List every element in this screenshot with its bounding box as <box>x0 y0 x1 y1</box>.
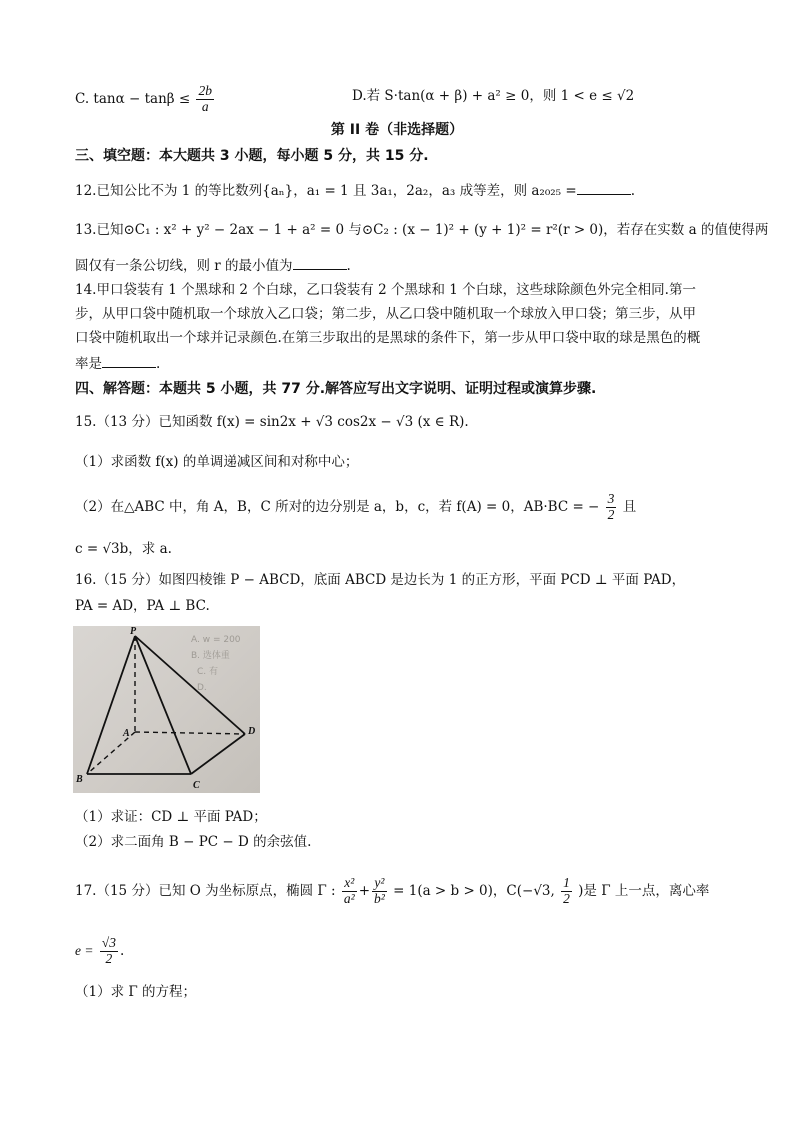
edge-pc <box>135 636 191 774</box>
fraction-denominator: a <box>201 98 209 114</box>
q15-part2-text: （2）在△ABC 中，角 A，B，C 所对的边分别是 a，b，c，若 f(A) = 0，AB·BC = − <box>75 498 600 515</box>
vertex-label-d: D <box>248 726 256 737</box>
vertex-label-b: B <box>76 774 83 785</box>
q15-part2 <box>75 492 636 523</box>
ghost-text: B. 选体重 <box>191 651 230 661</box>
ghost-text: D. <box>197 683 207 693</box>
q17-stem: 17.（15 分）已知 O 为坐标原点，椭圆 Γ : $\frac{\text{x²}}{\text{a²}}$ + $\frac{\text{y²}}{\text{b²}}$ = 1(a > b > 0)，C(−√3, $\frac{1}{2}$ )是 Γ 上一点，离心率 <box>75 875 710 906</box>
q11-option-c <box>75 84 216 115</box>
q14-line1: 14.甲口袋装有 1 个黑球和 2 个白球，乙口袋装有 2 个黑球和 1 个白球，这些球除颜色外完全相同.第一 <box>75 282 696 298</box>
fraction-numerator: 3 <box>607 491 615 506</box>
vertex-label-p: P <box>130 626 137 637</box>
pyramid-diagram <box>73 626 260 793</box>
q15-stem: 15.（13 分）已知函数 f(x) = sin2x + √3 cos2x − √3 (x ∈ R). <box>75 414 469 430</box>
q13-answer-blank <box>293 255 347 270</box>
q11-option-c-text: C. tanα − tanβ ≤ <box>75 90 191 107</box>
q17-c-fraction <box>561 876 572 907</box>
q14-line4: 率是 . <box>75 353 160 374</box>
q17-stem-mid: = 1(a > b > 0)，C(−√3, <box>393 882 555 899</box>
q17-stem-text: 17.（15 分）已知 O 为坐标原点，椭圆 Γ : <box>75 882 336 899</box>
edge-ad <box>135 732 245 734</box>
q14-text: 率是 <box>75 356 102 372</box>
fraction-numerator: √3 <box>101 935 116 950</box>
q12-text: 12.已知公比不为 1 的等比数列{aₙ}，a₁ = 1 且 3a₁，2a₂，a₃ 成等差，则 a₂₀₂₅ = <box>75 183 577 199</box>
section4-title: 四、解答题：本题共 5 小题，共 77 分.解答应写出文字说明、证明过程或演算步骤. <box>75 381 597 397</box>
q14-line2: 步，从甲口袋中随机取一个球放入乙口袋；第二步，从乙口袋中随机取一个球放入甲口袋；第三步，从甲 <box>75 306 696 322</box>
fraction-denominator: 2 <box>607 506 615 522</box>
q16-part2: （2）求二面角 B − PC − D 的余弦值. <box>75 834 312 850</box>
q17-e-suffix: . <box>119 942 125 959</box>
vertex-label-c: C <box>193 780 200 791</box>
q12: 12.已知公比不为 1 的等比数列{aₙ}，a₁ = 1 且 3a₁，2a₂，a₃ 成等差，则 a₂₀₂₅ = . <box>75 180 635 201</box>
q16-part1: （1）求证：CD ⊥ 平面 PAD； <box>75 809 267 825</box>
q14-line3: 口袋中随机取出一个球并记录颜色.在第三步取出的是黑球的条件下，第一步从甲口袋中取的球是黑色的概 <box>75 330 701 346</box>
fraction-numerator: 1 <box>563 875 570 890</box>
edge-cd <box>191 734 245 774</box>
q11-option-d: D.若 S·tan(α + β) + a² ≥ 0，则 1 < e ≤ √2 <box>352 88 635 104</box>
q17-stem-tail: )是 Γ 上一点，离心率 <box>578 882 710 899</box>
section3-title: 三、填空题：本大题共 3 小题，每小题 5 分，共 15 分. <box>75 148 429 164</box>
q15-part2-cont: c = √3b，求 a. <box>75 541 172 557</box>
q17-e-fraction <box>100 936 118 967</box>
edge-pb <box>87 636 135 774</box>
q13-text: 圆仅有一条公切线，则 r 的最小值为 <box>75 258 293 274</box>
vertex-label-a: A <box>123 728 130 739</box>
q15-fraction <box>606 492 617 523</box>
fraction-denominator: a² <box>343 890 355 906</box>
fraction-denominator: b² <box>374 890 385 906</box>
q13-line2: 圆仅有一条公切线，则 r 的最小值为 . <box>75 255 351 276</box>
q17-y-fraction <box>372 876 387 907</box>
q13-line1: 13.已知⊙C₁ : x² + y² − 2ax − 1 + a² = 0 与⊙C₂ : (x − 1)² + (y + 1)² = r²(r > 0)，若存在实数 a 的值使得两 <box>75 222 769 238</box>
fraction-numerator: 2b <box>198 83 212 98</box>
q12-answer-blank <box>577 180 631 195</box>
fraction-numerator: y² <box>372 876 387 892</box>
q11-option-c-fraction <box>196 84 214 115</box>
q17-e-prefix: e = <box>75 942 94 958</box>
q16-stem-line2: PA = AD，PA ⊥ BC. <box>75 598 210 614</box>
q15-part1: （1）求函数 f(x) 的单调递减区间和对称中心； <box>75 454 359 470</box>
ghost-text: C. 有 <box>197 667 219 677</box>
pyramid-figure <box>73 626 260 793</box>
q15-part2-tail: 且 <box>622 498 637 515</box>
q17-part1: （1）求 Γ 的方程； <box>75 984 197 1000</box>
q17-x-fraction <box>342 876 357 907</box>
part2-title: 第 II 卷（非选择题） <box>330 122 464 138</box>
ghost-text: A. w = 200 <box>191 635 241 645</box>
fraction-denominator: 2 <box>563 890 570 906</box>
q16-stem-line1: 16.（15 分）如图四棱锥 P − ABCD，底面 ABCD 是边长为 1 的正方形，平面 PCD ⊥ 平面 PAD， <box>75 572 686 588</box>
q17-eccentricity <box>75 936 124 967</box>
q14-answer-blank <box>102 353 156 368</box>
fraction-numerator: x² <box>342 876 357 892</box>
fraction-denominator: 2 <box>105 950 113 966</box>
